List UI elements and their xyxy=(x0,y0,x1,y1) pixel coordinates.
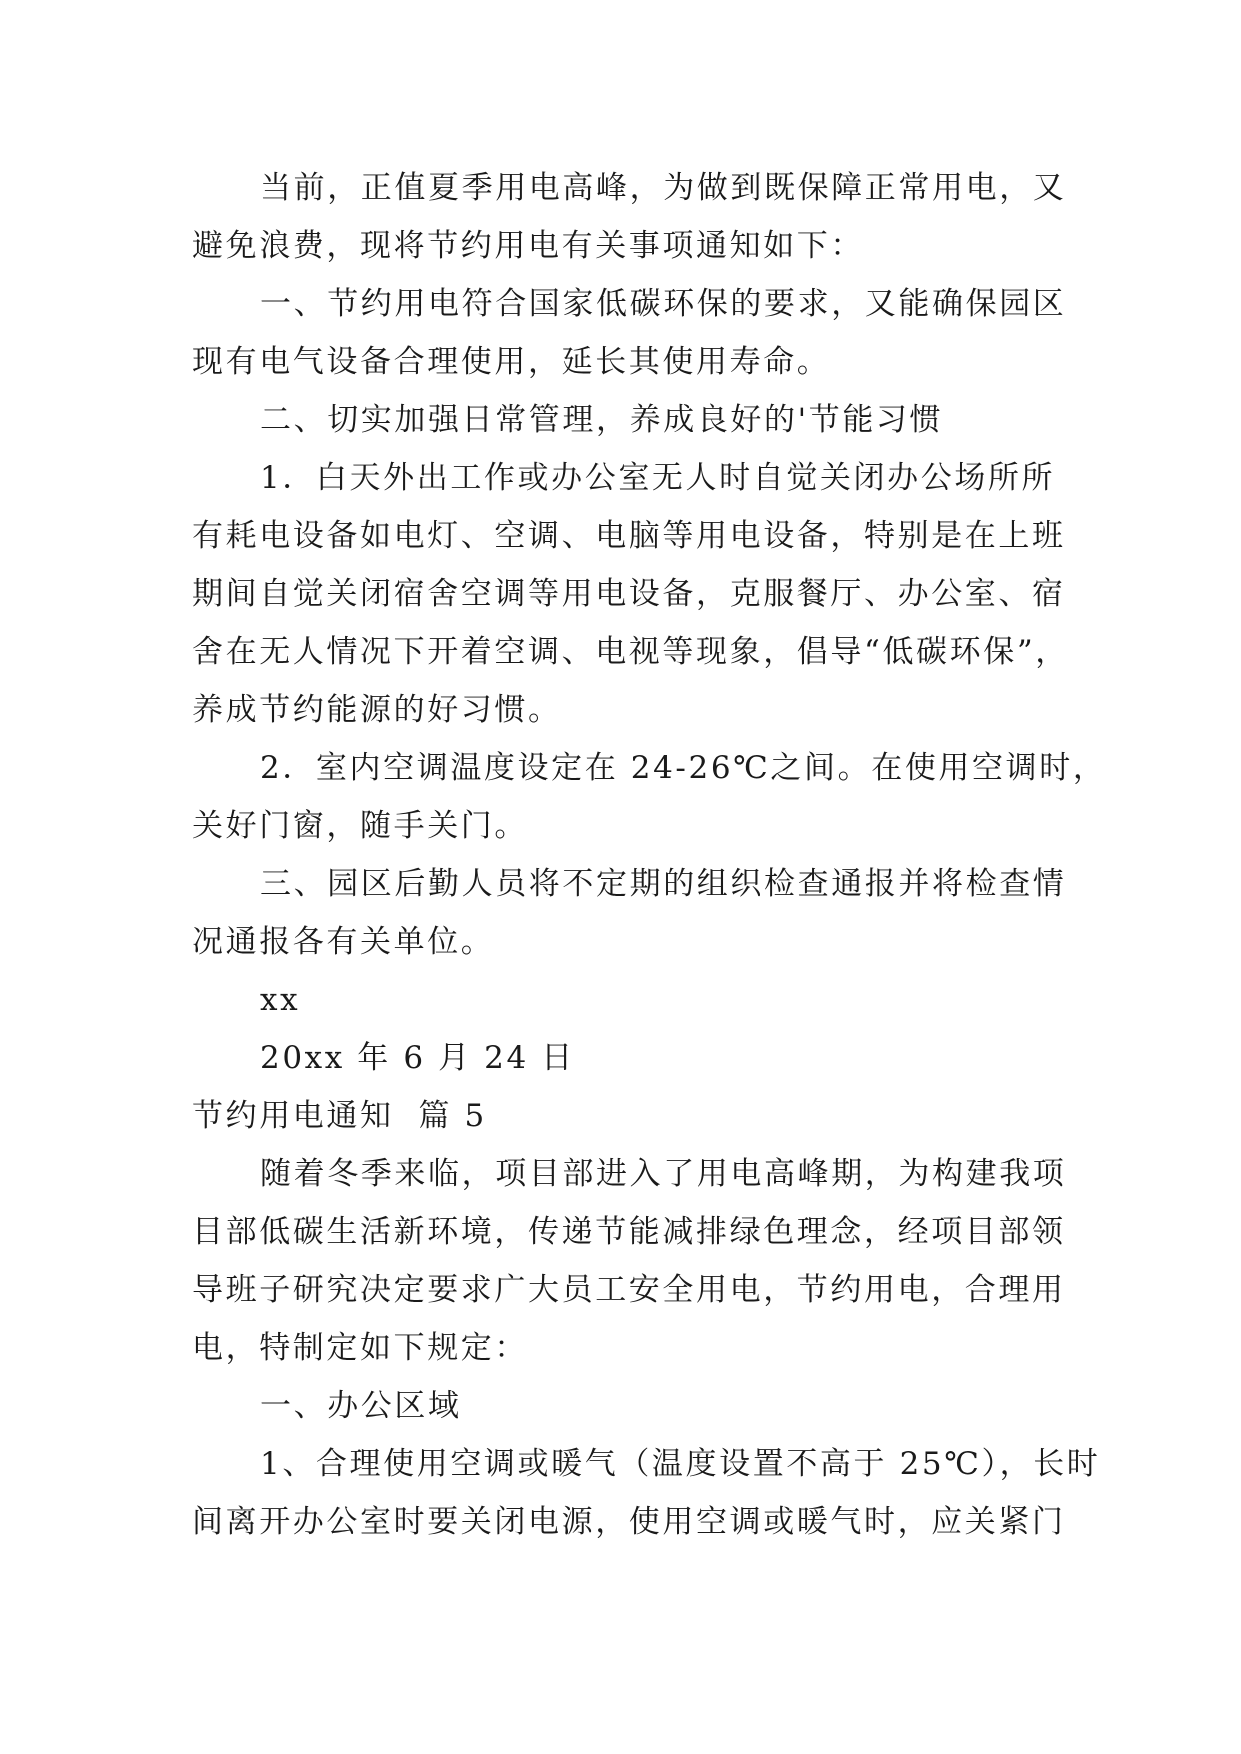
paragraph-line: 三、园区后勤人员将不定期的组织检查通报并将检查情 xyxy=(260,866,1067,902)
signature-name: xx xyxy=(260,982,301,1018)
section-heading: 节约用电通知 篇 5 xyxy=(192,1098,487,1134)
paragraph-line: 间离开办公室时要关闭电源，使用空调或暖气时，应关紧门 xyxy=(192,1504,1066,1540)
paragraph-line: 避免浪费，现将节约用电有关事项通知如下： xyxy=(192,228,864,264)
paragraph-line: 2．室内空调温度设定在 24-26℃之间。在使用空调时， xyxy=(260,750,1107,786)
paragraph-line: 现有电气设备合理使用，延长其使用寿命。 xyxy=(192,344,831,380)
paragraph-line: 1．白天外出工作或办公室无人时自觉关闭办公场所所 xyxy=(260,460,1056,496)
paragraph-line: 有耗电设备如电灯、空调、电脑等用电设备，特别是在上班 xyxy=(192,518,1066,554)
paragraph-line: 二、切实加强日常管理，养成良好的'节能习惯 xyxy=(260,402,944,438)
paragraph-line: 期间自觉关闭宿舍空调等用电设备，克服餐厅、办公室、宿 xyxy=(192,576,1066,612)
paragraph-line: 电，特制定如下规定： xyxy=(192,1330,528,1366)
paragraph-line: 一、节约用电符合国家低碳环保的要求，又能确保园区 xyxy=(260,286,1067,322)
paragraph-line: 舍在无人情况下开着空调、电视等现象，倡导“低碳环保”， xyxy=(192,634,1069,670)
paragraph-line: 导班子研究决定要求广大员工安全用电，节约用电，合理用 xyxy=(192,1272,1066,1308)
paragraph-line: 目部低碳生活新环境，传递节能减排绿色理念，经项目部领 xyxy=(192,1214,1066,1250)
paragraph-line: 1、合理使用空调或暖气（温度设置不高于 25℃），长时 xyxy=(260,1446,1101,1482)
paragraph-line: 一、办公区域 xyxy=(260,1388,462,1424)
paragraph-line: 关好门窗，随手关门。 xyxy=(192,808,528,844)
paragraph-line: 况通报各有关单位。 xyxy=(192,924,495,960)
signature-date: 20xx 年 6 月 24 日 xyxy=(260,1040,575,1076)
paragraph-line: 养成节约能源的好习惯。 xyxy=(192,692,562,728)
paragraph-line: 随着冬季来临，项目部进入了用电高峰期，为构建我项 xyxy=(260,1156,1067,1192)
paragraph-line: 当前，正值夏季用电高峰，为做到既保障正常用电，又 xyxy=(260,170,1067,206)
